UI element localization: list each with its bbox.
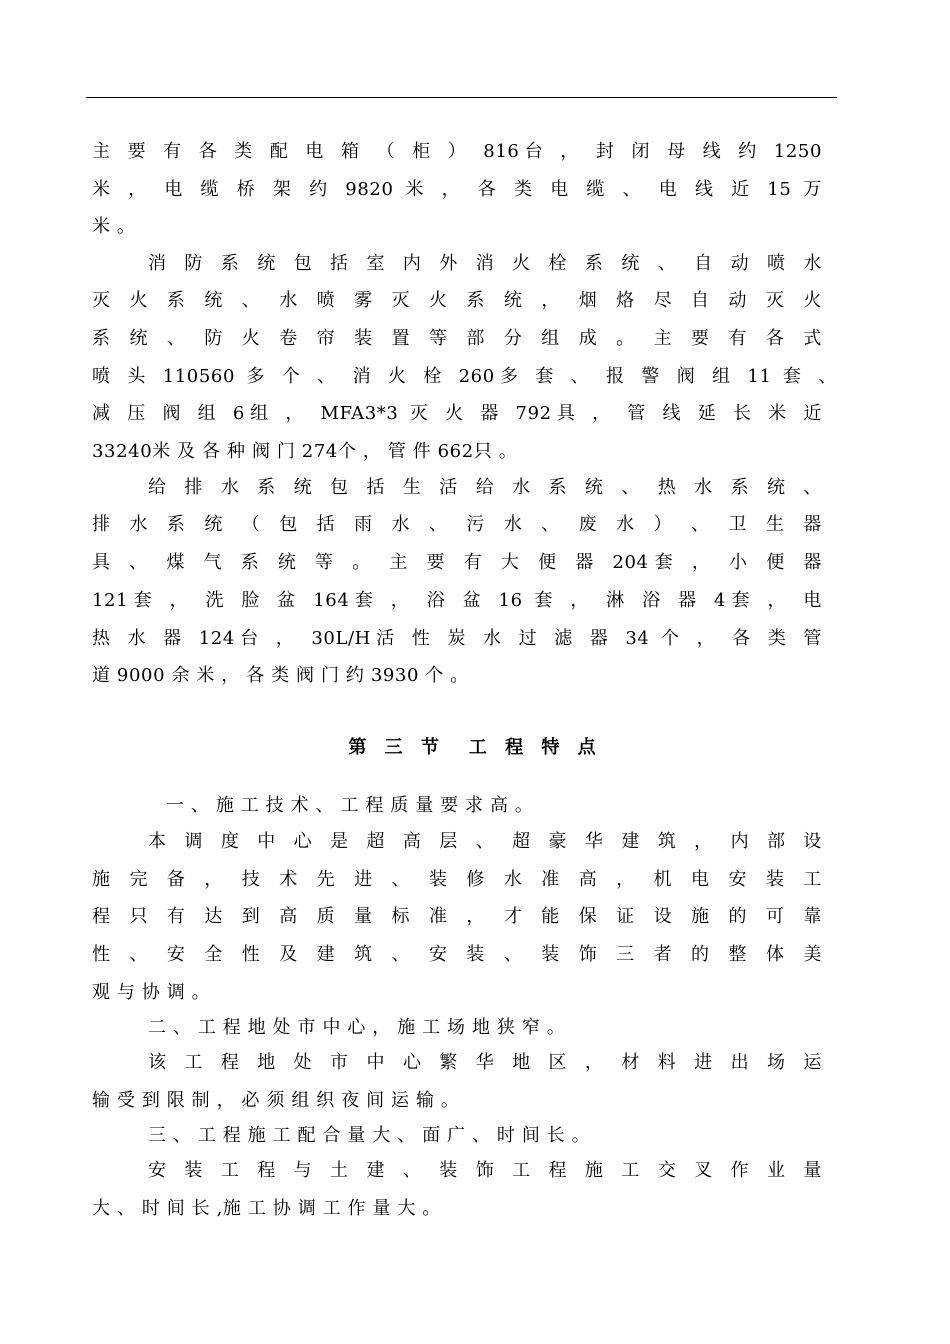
section-heading: 第 三 节 工 程 特 点	[348, 737, 602, 758]
body-line: 本 调 度 中 心 是 超 高 层 、 超 豪 华 建 筑 ， 内 部 设	[148, 831, 822, 852]
body-line: 系 统 、 防 火 卷 帘 装 置 等 部 分 组 成 。 主 要 有 各 式	[92, 328, 822, 349]
subheading: 三 、 工 程 施 工 配 合 量 大 、 面 广 、 时 间 长 。	[148, 1125, 591, 1146]
body-line: 该 工 程 地 处 市 中 心 繁 华 地 区 ， 材 料 进 出 场 运	[148, 1052, 822, 1073]
body-line: 给 排 水 系 统 包 括 生 活 给 水 系 统 、 热 水 系 统 、	[148, 477, 822, 498]
header-rule	[86, 97, 837, 98]
body-line: 米 ， 电 缆 桥 架 约 9820 米 ， 各 类 电 缆 、 电 线 近 15 万	[92, 179, 822, 200]
body-line: 排 水 系 统 （ 包 括 雨 水 、 污 水 、 废 水 ） 、 卫 生 器	[92, 514, 822, 535]
body-line: 安 装 工 程 与 土 建 、 装 饰 工 程 施 工 交 叉 作 业 量	[148, 1160, 822, 1181]
body-line: 大 、 时 间 长 ,施 工 协 调 工 作 量 大 。	[92, 1198, 441, 1219]
body-line: 道 9000 余 米 ， 各 类 阀 门 约 3930 个 。	[92, 665, 469, 686]
body-line: 施 完 备 ， 技 术 先 进 、 装 修 水 准 高 ， 机 电 安 装 工	[92, 869, 822, 890]
body-line: 程 只 有 达 到 高 质 量 标 准 ， 才 能 保 证 设 施 的 可 靠	[92, 906, 822, 927]
body-line: 输 受 到 限 制 ， 必 须 组 织 夜 间 运 输 。	[92, 1090, 460, 1111]
subheading: 二 、 工 程 地 处 市 中 心 ， 施 工 场 地 狭 窄 。	[148, 1017, 566, 1038]
body-line: 121套 ， 洗 脸 盆 164套 ， 浴 盆 16 套 ， 淋 浴 器 4套 ， 电	[92, 590, 822, 611]
body-line: 观 与 协 调 。	[92, 982, 211, 1003]
body-line: 性 、 安 全 性 及 建 筑 、 安 装 、 装 饰 三 者 的 整 体 美	[92, 944, 822, 965]
body-line: 米 。	[92, 216, 136, 237]
body-line: 减 压 阀 组 6组 ， MFA3*3 灭 火 器 792具 ， 管 线 延 长 米 近	[92, 403, 822, 424]
body-line: 具 、 煤 气 系 统 等 。 主 要 有 大 便 器 204套 ， 小 便 器	[92, 552, 822, 573]
body-line: 热 水 器 124台 ， 30L/H活 性 炭 水 过 滤 器 34 个 ， 各 类 管	[92, 628, 822, 649]
body-line: 33240米 及 各 种 阀 门 274个 ， 管 件 662只 。	[92, 441, 518, 462]
subheading: 一 、 施 工 技 术 、 工 程 质 量 要 求 高 。	[166, 795, 534, 816]
body-line: 灭 火 系 统 、 水 喷 雾 灭 火 系 统 ， 烟 烙 尽 自 动 灭 火	[92, 290, 822, 311]
body-line: 主 要 有 各 类 配 电 箱 （ 柜 ） 816台 ， 封 闭 母 线 约 1250	[92, 141, 822, 162]
body-line: 喷 头 110560 多 个 、 消 火 栓 260多 套 、 报 警 阀 组 11 套 、	[92, 366, 837, 387]
body-line: 消 防 系 统 包 括 室 内 外 消 火 栓 系 统 、 自 动 喷 水	[148, 253, 822, 274]
